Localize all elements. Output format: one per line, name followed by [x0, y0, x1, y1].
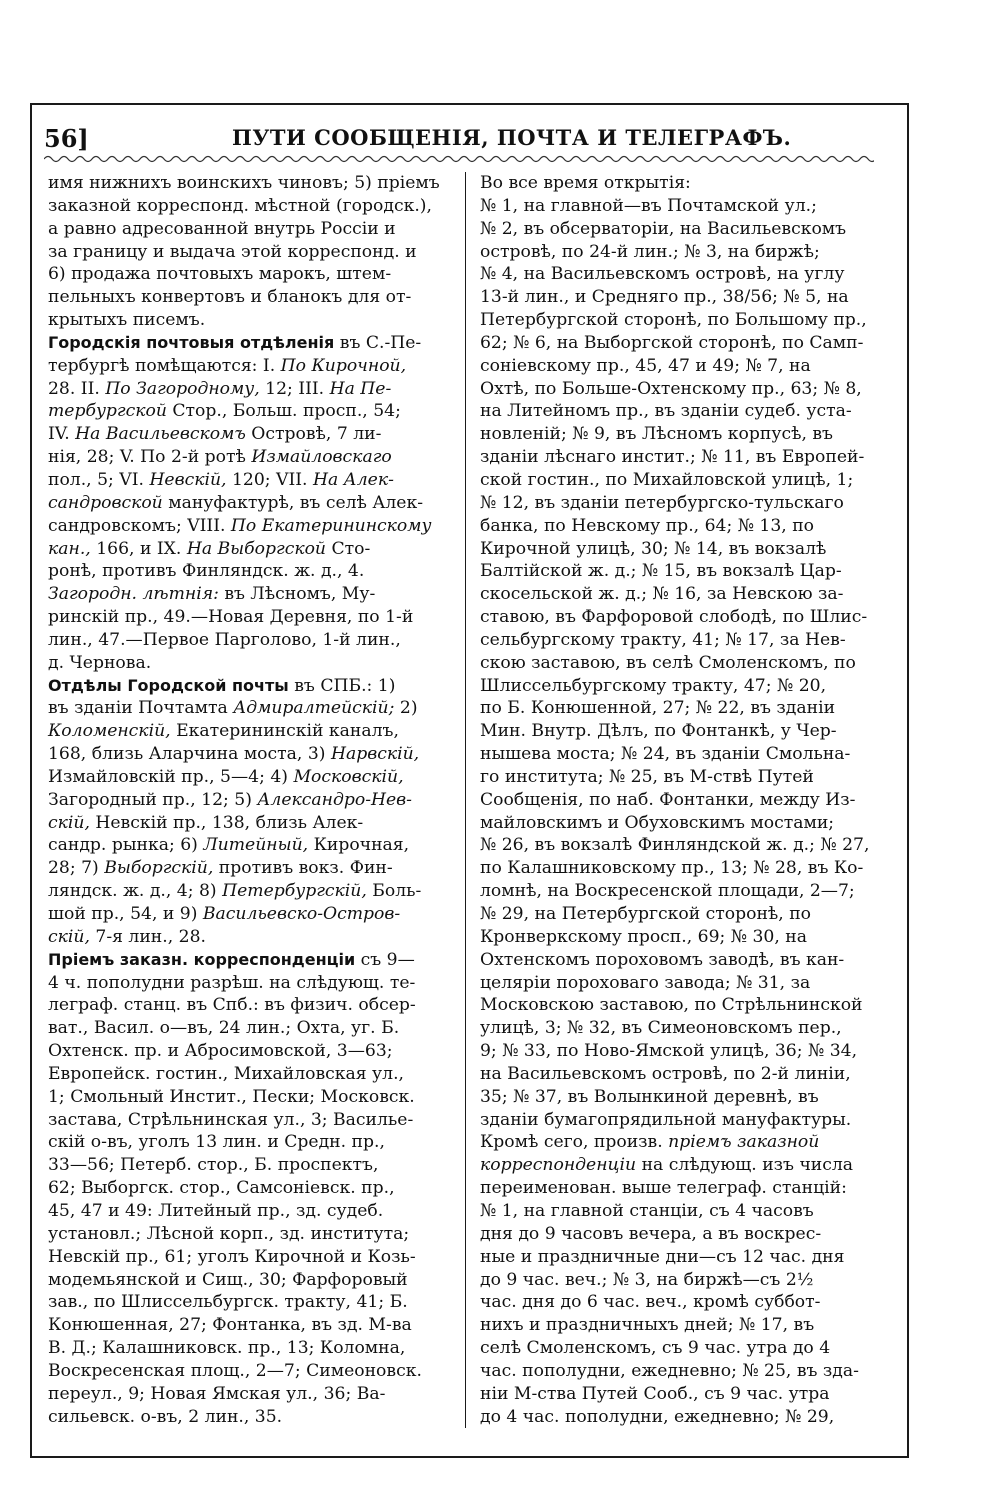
text-run: Островѣ, 7 ли-	[245, 424, 382, 445]
text-line	[480, 538, 892, 561]
text-line	[48, 926, 460, 949]
text-line	[480, 789, 892, 812]
text-line	[48, 492, 460, 515]
text-run: д. Чернова.	[48, 652, 152, 673]
text-line	[480, 332, 892, 355]
text-run: 12; III.	[259, 378, 330, 399]
text-line	[48, 355, 460, 378]
text-run: По Екатерининскому	[230, 515, 432, 536]
text-run: Сообщенія, по наб. Фонтанки, между Из-	[480, 789, 856, 810]
text-run: за границу и выдача этой корреспонд. и	[48, 241, 417, 262]
text-run: На Васильевскомъ	[75, 424, 246, 445]
text-run: 4 ч. пополудни разрѣш. на слѣдующ. те-	[48, 972, 416, 993]
text-line	[48, 1063, 460, 1086]
text-run: 9; № 33, по Ново-Ямской улицѣ, 36; № 34,	[480, 1041, 858, 1062]
text-run: мануфактурѣ, въ селѣ Алек-	[162, 492, 424, 513]
text-run: На Алек-	[312, 469, 394, 490]
text-run: въ СПБ.: 1)	[288, 675, 396, 696]
text-line	[48, 560, 460, 583]
text-run: Воскресенская площ., 2—7; Симеоновск.	[48, 1360, 422, 1381]
text-line	[48, 446, 460, 469]
text-run: сильевск. о-въ, 2 лин., 35.	[48, 1406, 283, 1427]
text-run: № 12, въ зданіи петербургско-тульскаго	[480, 492, 844, 513]
text-run: скій,	[48, 926, 90, 947]
text-run: сельбургскому тракту, 41; № 17, за Нев-	[480, 629, 846, 650]
text-run: 7-я лин., 28.	[89, 926, 206, 947]
text-run: скою заставою, въ селѣ Смоленскомъ, по	[480, 652, 856, 673]
text-run: Сто-	[326, 538, 371, 559]
text-run: Московскою заставою, по Стрѣльнинской	[480, 995, 863, 1016]
text-run: ринскій пр., 49.—Новая Деревня, по 1-й	[48, 607, 414, 628]
text-line	[48, 1246, 460, 1269]
text-line	[48, 400, 460, 423]
text-run: Мин. Внутр. Дѣлъ, по Фонтанкѣ, у Чер-	[480, 721, 837, 742]
text-run: Охтенск. пр. и Абросимовской, 3—63;	[48, 1041, 393, 1062]
text-line	[48, 423, 460, 446]
text-line	[48, 857, 460, 880]
text-run: 1; Смольный Инстит., Пески; Московск.	[48, 1086, 415, 1107]
text-line	[48, 263, 460, 286]
text-run: до 4 час. пополудни, ежедневно; № 29,	[480, 1406, 835, 1427]
text-run: лин., 47.—Первое Парголово, 1-й лин.,	[48, 629, 401, 650]
text-run: Коломенскій,	[48, 721, 171, 742]
text-run: имя нижнихъ воинскихъ чиновъ; 5) пріемъ	[48, 173, 440, 193]
text-line	[480, 972, 892, 995]
text-run: ронѣ, противъ Финляндск. ж. д., 4.	[48, 561, 365, 582]
wavy-rule	[44, 152, 874, 166]
text-run: пріемъ заказной	[668, 1132, 820, 1153]
text-line	[48, 766, 460, 789]
text-run: соніевскому пр., 45, 47 и 49; № 7, на	[480, 355, 811, 376]
text-run: ставою, въ Фарфоровой слободѣ, по Шлис-	[480, 607, 868, 628]
text-run: зданіи бумагопрядильной мануфактуры.	[480, 1109, 852, 1130]
text-run: час. дня до 6 час. веч., кромѣ суббот-	[480, 1292, 821, 1313]
text-run: скій о-въ, уголъ 13 лин. и Средн. пр.,	[48, 1132, 385, 1153]
text-line	[480, 1406, 892, 1429]
text-run: въ зданіи Почтамта	[48, 698, 234, 719]
text-line	[480, 1109, 892, 1132]
column-divider	[465, 172, 466, 1428]
text-run: Адмиралтейскій;	[233, 698, 395, 719]
text-line	[480, 1200, 892, 1223]
text-run: 28. II.	[48, 378, 106, 399]
text-line	[48, 880, 460, 903]
text-run: 168, близь Аларчина моста, 3)	[48, 744, 331, 765]
text-run: банка, по Невскому пр., 64; № 13, по	[480, 515, 815, 536]
text-line	[480, 172, 892, 195]
text-line	[480, 834, 892, 857]
text-line	[48, 949, 460, 972]
text-line	[48, 1383, 460, 1406]
text-run: Васильевско-Остров-	[202, 904, 401, 924]
text-line	[480, 286, 892, 309]
text-line	[48, 332, 460, 355]
text-line	[480, 720, 892, 743]
text-run: 33—56; Петерб. стор., Б. проспектъ,	[48, 1155, 379, 1176]
text-run: 62; № 6, на Выборгской сторонѣ, по Самп-	[480, 332, 864, 353]
text-line	[480, 1337, 892, 1360]
text-run: скосельской ж. д.; № 16, за Невскою за-	[480, 584, 844, 605]
text-run: Кронверкскому просп., 69; № 30, на	[480, 926, 807, 947]
page-header	[30, 120, 909, 154]
text-line	[480, 1131, 892, 1154]
text-run: пол., 5; VI.	[48, 469, 150, 490]
text-run: Охтѣ, по Больше-Охтенскому пр., 63; № 8,	[480, 378, 862, 399]
text-run: Загородный пр., 12; 5)	[48, 789, 258, 810]
text-run: сандровской	[48, 492, 163, 513]
text-run: Невскій,	[149, 469, 227, 490]
text-line	[480, 1291, 892, 1314]
text-run: а равно адресованной внутрь Россіи и	[48, 218, 396, 239]
text-run: Московскій,	[293, 766, 404, 787]
text-run: Петербургской сторонѣ, по Большому пр.,	[480, 310, 867, 331]
text-run: На Пе-	[329, 378, 392, 399]
text-line	[480, 697, 892, 720]
text-line	[480, 949, 892, 972]
text-run: по Б. Конюшенной, 27; № 22, въ зданіи	[480, 698, 836, 719]
text-run: модемьянской и Сищ., 30; Фарфоровый	[48, 1269, 408, 1290]
text-run: № 1, на главной станціи, съ 4 часовъ	[480, 1200, 814, 1221]
text-line	[48, 469, 460, 492]
text-line	[480, 469, 892, 492]
text-line	[48, 834, 460, 857]
text-line	[48, 1177, 460, 1200]
text-run: Отдѣлы Городской почты	[48, 675, 289, 695]
text-run: ской гостин., по Михайловской улицѣ, 1;	[480, 469, 854, 490]
text-run: Боль-	[366, 881, 422, 902]
text-line	[480, 1246, 892, 1269]
left-column	[48, 172, 460, 1428]
text-run: 45, 47 и 49: Литейный пр., зд. судеб.	[48, 1200, 384, 1221]
text-run: 120; VII.	[226, 469, 313, 490]
text-run: 6) продажа почтовыхъ марокъ, штем-	[48, 264, 392, 285]
text-line	[48, 1360, 460, 1383]
text-run: нышева моста; № 24, въ зданіи Смольна-	[480, 744, 851, 765]
text-run: ломнѣ, на Воскресенской площади, 2—7;	[480, 881, 855, 902]
text-run: корреспонденціи	[480, 1155, 637, 1176]
text-line	[48, 606, 460, 629]
text-run: селѣ Смоленскомъ, съ 9 час. утра до 4	[480, 1338, 831, 1359]
text-line	[480, 743, 892, 766]
text-run: пельныхъ конвертовъ и бланокъ для от-	[48, 287, 412, 308]
text-run: Пріемъ заказн. корреспонденціи	[48, 949, 356, 969]
text-run: № 4, на Васильевскомъ островѣ, на углу	[480, 264, 845, 285]
text-run: противъ вокз. Фин-	[213, 858, 393, 879]
text-run: 13-й лин., и Средняго пр., 38/56; № 5, на	[480, 287, 849, 308]
text-run: Загородн. лѣтнія:	[48, 584, 219, 605]
text-line	[480, 1314, 892, 1337]
text-run: ляндск. ж. д., 4; 8)	[48, 881, 223, 902]
text-line	[48, 583, 460, 606]
text-run: на слѣдующ. изъ числа	[636, 1155, 854, 1176]
text-run: По Кирочной,	[280, 355, 407, 376]
text-line	[480, 355, 892, 378]
text-run: Кирочная,	[308, 835, 410, 856]
text-run: застава, Стрѣльнинская ул., 3; Василье-	[48, 1109, 414, 1130]
text-line	[48, 309, 460, 332]
text-line	[480, 1040, 892, 1063]
text-line	[48, 972, 460, 995]
text-line	[48, 241, 460, 264]
text-run: зав., по Шлиссельбургск. тракту, 41; Б.	[48, 1292, 408, 1313]
text-run: нія, 28; V. По 2-й ротѣ	[48, 447, 252, 468]
text-run: го института; № 25, въ М-ствѣ Путей	[480, 766, 814, 787]
text-run: Невскій пр., 61; уголъ Кирочной и Козь-	[48, 1246, 416, 1267]
text-line	[480, 1383, 892, 1406]
text-run: леграф. станц. въ Спб.: въ физич. обсер-	[48, 995, 416, 1016]
text-run: 62; Выборгск. стор., Самсоніевск. пр.,	[48, 1178, 395, 1199]
text-run: переименован. выше телеграф. станцій:	[480, 1178, 847, 1199]
text-run: Стор., Больш. просп., 54;	[166, 401, 401, 422]
text-run: въ Лѣсномъ, Му-	[218, 584, 376, 605]
text-line	[480, 1223, 892, 1246]
text-run: Выборгскій,	[104, 858, 214, 879]
text-run: На Выборгской	[186, 538, 327, 559]
text-run: Невскій пр., 138, близь Алек-	[89, 812, 364, 833]
text-run: переул., 9; Новая Ямская ул., 36; Ва-	[48, 1383, 386, 1404]
text-run: тербургѣ помѣщаются: I.	[48, 355, 281, 376]
text-line	[48, 1269, 460, 1292]
text-run: Охтенскомъ пороховомъ заводѣ, въ кан-	[480, 949, 845, 970]
text-line	[48, 812, 460, 835]
text-run: 2)	[394, 698, 418, 719]
text-line	[480, 241, 892, 264]
text-line	[480, 263, 892, 286]
text-run: установл.; Лѣсной корп., зд. института;	[48, 1223, 410, 1244]
text-line	[480, 195, 892, 218]
text-line	[480, 560, 892, 583]
text-line	[480, 606, 892, 629]
text-run: Балтійской ж. д.; № 15, въ вокзалѣ Цар-	[480, 561, 842, 582]
text-line	[480, 378, 892, 401]
text-run: Екатерининскій каналъ,	[170, 721, 399, 742]
text-run: на Васильевскомъ островѣ, по 2-й линіи,	[480, 1063, 851, 1084]
text-run: Во все время открытія:	[480, 173, 691, 193]
text-run: Шлиссельбургскому тракту, 47; № 20,	[480, 675, 827, 696]
text-run: скій,	[48, 812, 90, 833]
text-line	[48, 218, 460, 241]
text-run: № 26, въ вокзалѣ Финляндской ж. д.; № 27,	[480, 835, 870, 856]
text-line	[48, 1223, 460, 1246]
text-line	[48, 1154, 460, 1177]
text-line	[480, 1360, 892, 1383]
text-run: нихъ и праздничныхъ дней; № 17, въ	[480, 1315, 815, 1336]
text-line	[480, 675, 892, 698]
text-run: 166, и IX.	[90, 538, 187, 559]
text-line	[480, 309, 892, 332]
text-run: ват., Васил. о—въ, 24 лин.; Охта, уг. Б.	[48, 1018, 400, 1039]
text-run: заказной корреспонд. мѣстной (городск.),	[48, 195, 432, 216]
text-run: Нарвскій,	[330, 744, 420, 765]
text-line	[480, 1086, 892, 1109]
text-run: № 29, на Петербургской сторонѣ, по	[480, 904, 812, 924]
text-run: сандровскомъ; VIII.	[48, 515, 231, 536]
text-line	[480, 1063, 892, 1086]
text-run: Кромѣ сего, произв.	[480, 1132, 669, 1153]
text-run: IV.	[48, 424, 76, 445]
text-run: Александро-Нев-	[257, 789, 412, 810]
text-line	[48, 675, 460, 698]
text-line	[480, 1177, 892, 1200]
text-line	[480, 1269, 892, 1292]
text-run: шой пр., 54, и 9)	[48, 904, 203, 924]
text-line	[48, 195, 460, 218]
text-line	[48, 1200, 460, 1223]
text-line	[48, 1131, 460, 1154]
text-run: № 2, въ обсерваторіи, на Васильевскомъ	[480, 218, 847, 239]
running-title: ПУТИ СООБЩЕНІЯ, ПОЧТА И ТЕЛЕГРАФЪ.	[232, 125, 792, 150]
text-line	[48, 1337, 460, 1360]
text-run: 35; № 37, въ Волынкиной деревнѣ, въ	[480, 1086, 819, 1107]
text-line	[48, 1314, 460, 1337]
text-run: ніи М-ства Путей Сооб., съ 9 час. утра	[480, 1383, 830, 1404]
text-line	[480, 492, 892, 515]
text-run: По Загородному,	[105, 378, 260, 399]
text-run: зданіи лѣснаго инстит.; № 11, въ Европей-	[480, 447, 865, 468]
text-line	[480, 583, 892, 606]
text-run: 28; 7)	[48, 858, 105, 879]
text-line	[48, 1040, 460, 1063]
text-run: кан.,	[48, 538, 91, 559]
text-line	[48, 903, 460, 926]
text-line	[480, 812, 892, 835]
text-line	[480, 766, 892, 789]
text-line	[480, 926, 892, 949]
text-line	[48, 629, 460, 652]
text-run: Кирочной улицѣ, 30; № 14, въ вокзалѣ	[480, 538, 827, 559]
text-run: до 9 час. веч.; № 3, на биржѣ—съ 2½	[480, 1269, 814, 1290]
text-run: на Литейномъ пр., въ зданіи судеб. уста-	[480, 401, 852, 422]
text-line	[48, 652, 460, 675]
text-run: по Калашниковскому пр., 13; № 28, въ Ко-	[480, 858, 864, 879]
text-line	[48, 538, 460, 561]
text-line	[48, 378, 460, 401]
text-line	[48, 515, 460, 538]
text-line	[48, 172, 460, 195]
text-line	[480, 903, 892, 926]
text-line	[480, 400, 892, 423]
text-run: дня до 9 часовъ вечера, а въ воскрес-	[480, 1223, 822, 1244]
text-run: тербургской	[48, 401, 167, 422]
text-run: Европейск. гостин., Михайловская ул.,	[48, 1063, 405, 1084]
text-line	[48, 743, 460, 766]
text-run: островѣ, по 24-й лин.; № 3, на биржѣ;	[480, 241, 820, 262]
text-line	[48, 1086, 460, 1109]
text-line	[480, 446, 892, 469]
text-line	[48, 1406, 460, 1429]
page-number: 56]	[44, 124, 89, 153]
text-run: въ С.-Пе-	[334, 332, 422, 353]
text-line	[48, 789, 460, 812]
text-run: улицѣ, 3; № 32, въ Симеоновскомъ пер.,	[480, 1018, 842, 1039]
text-run: Литейный,	[203, 835, 309, 856]
text-run: Городскія почтовыя отдѣленія	[48, 332, 335, 352]
text-line	[48, 1017, 460, 1040]
text-line	[480, 857, 892, 880]
text-line	[480, 515, 892, 538]
text-line	[48, 1291, 460, 1314]
text-line	[48, 720, 460, 743]
text-run: целяріи пороховаго завода; № 31, за	[480, 972, 811, 993]
text-line	[48, 1109, 460, 1132]
text-run: Измайловскаго	[251, 447, 392, 468]
text-run: Петербургскій,	[222, 881, 367, 902]
text-line	[48, 994, 460, 1017]
text-run: новленій; № 9, въ Лѣсномъ корпусѣ, въ	[480, 424, 833, 445]
text-line	[48, 697, 460, 720]
text-run: час. пополудни, ежедневно; № 25, въ зда-	[480, 1360, 859, 1381]
text-line	[48, 286, 460, 309]
text-line	[480, 629, 892, 652]
text-line	[480, 1017, 892, 1040]
right-column	[480, 172, 892, 1428]
text-run: крытыхъ писемъ.	[48, 310, 206, 331]
text-line	[480, 880, 892, 903]
text-line	[480, 1154, 892, 1177]
text-line	[480, 652, 892, 675]
text-run: Конюшенная, 27; Фонтанка, въ зд. М-ва	[48, 1315, 412, 1336]
text-line	[480, 218, 892, 241]
text-line	[480, 423, 892, 446]
text-run: майловскимъ и Обуховскимъ мостами;	[480, 812, 835, 833]
text-run: В. Д.; Калашниковск. пр., 13; Коломна,	[48, 1338, 406, 1359]
text-run: ные и праздничные дни—съ 12 час. дня	[480, 1246, 845, 1267]
text-run: съ 9—	[355, 949, 415, 970]
text-line	[480, 994, 892, 1017]
text-run: № 1, на главной—въ Почтамской ул.;	[480, 195, 817, 216]
text-run: Измайловскій пр., 5—4; 4)	[48, 766, 294, 787]
text-run: сандр. рынка; 6)	[48, 835, 204, 856]
